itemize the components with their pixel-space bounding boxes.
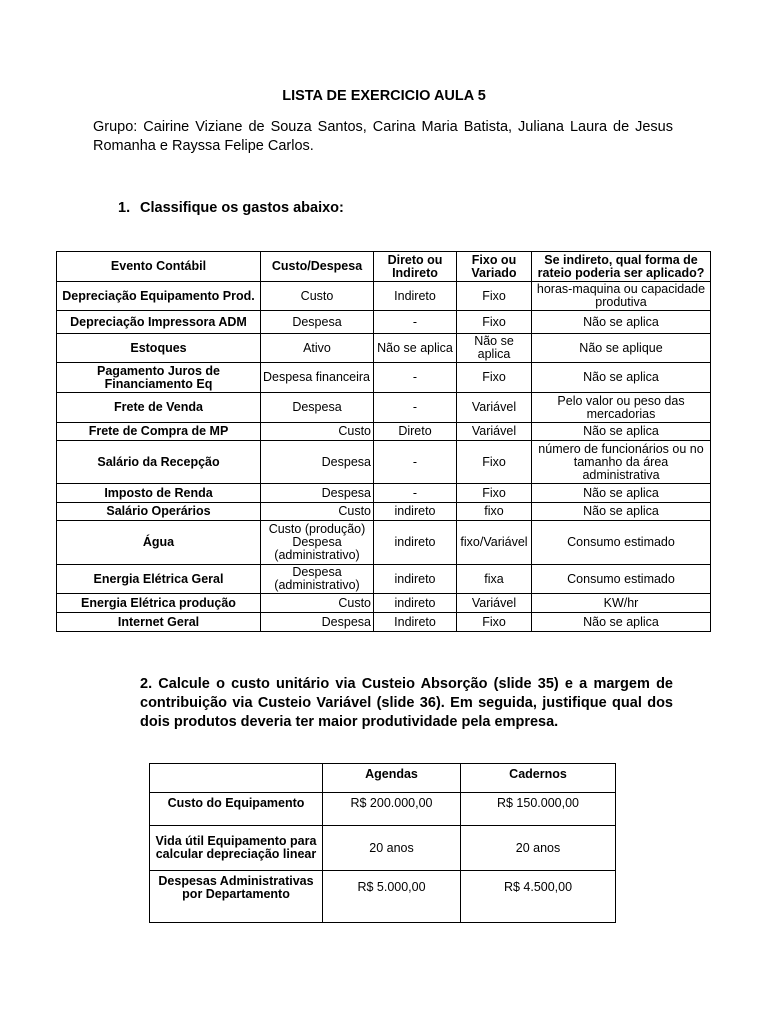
direct-cell: Indireto bbox=[374, 282, 457, 311]
agendas-value-cell: R$ 200.000,00 bbox=[323, 793, 461, 826]
direct-cell: - bbox=[374, 484, 457, 503]
cadernos-value-cell: R$ 4.500,00 bbox=[461, 871, 616, 923]
table1-header-fixed: Fixo ou Variado bbox=[457, 252, 532, 282]
fixed-cell: fixo/Variável bbox=[457, 521, 532, 565]
cadernos-value-cell: R$ 150.000,00 bbox=[461, 793, 616, 826]
direct-cell: indireto bbox=[374, 503, 457, 521]
cost-expense-cell: Custo bbox=[261, 282, 374, 311]
event-cell: Pagamento Juros de Financiamento Eq bbox=[57, 363, 261, 393]
event-cell: Internet Geral bbox=[57, 613, 261, 632]
direct-cell: Indireto bbox=[374, 613, 457, 632]
direct-cell: indireto bbox=[374, 594, 457, 613]
direct-cell: - bbox=[374, 441, 457, 484]
table-row bbox=[150, 793, 616, 826]
table-row bbox=[57, 521, 711, 565]
table-row bbox=[57, 613, 711, 632]
item-label-cell: Despesas Administrativas por Departamento bbox=[150, 871, 323, 923]
table2-header-empty bbox=[150, 764, 323, 793]
fixed-cell: Fixo bbox=[457, 613, 532, 632]
fixed-cell: Fixo bbox=[457, 363, 532, 393]
cost-expense-cell: Custo (produção) Despesa (administrativo) bbox=[261, 521, 374, 565]
cost-expense-cell: Despesa (administrativo) bbox=[261, 565, 374, 594]
allocation-cell: Não se aplica bbox=[532, 311, 711, 334]
event-cell: Frete de Compra de MP bbox=[57, 423, 261, 441]
direct-cell: indireto bbox=[374, 521, 457, 565]
table-row bbox=[57, 423, 711, 441]
event-cell: Salário Operários bbox=[57, 503, 261, 521]
fixed-cell: Fixo bbox=[457, 484, 532, 503]
table1-header-cost-expense: Custo/Despesa bbox=[261, 252, 374, 282]
question-1-number: 1. bbox=[118, 200, 131, 216]
question-1-text: Classifique os gastos abaixo: bbox=[140, 200, 344, 216]
fixed-cell: fixo bbox=[457, 503, 532, 521]
table-row bbox=[57, 484, 711, 503]
table1-header-row bbox=[57, 252, 711, 282]
table2-header-cadernos: Cadernos bbox=[461, 764, 616, 793]
allocation-cell: Não se aplica bbox=[532, 613, 711, 632]
table-row bbox=[150, 871, 616, 923]
allocation-cell: Pelo valor ou peso das mercadorias bbox=[532, 393, 711, 423]
fixed-cell: Não se aplica bbox=[457, 334, 532, 363]
direct-cell: indireto bbox=[374, 565, 457, 594]
cost-expense-cell: Custo bbox=[261, 503, 374, 521]
table2-header-row bbox=[150, 764, 616, 793]
cost-expense-cell: Despesa financeira bbox=[261, 363, 374, 393]
direct-cell: Não se aplica bbox=[374, 334, 457, 363]
question-2-text: 2. Calcule o custo unitário via Custeio Absorção (slide 35) e a margem de contribuição via Custeio Variável (slide 36). Em seguida, justifique qual dos dois produtos deveria ter maior produtividade pela empresa. bbox=[140, 676, 673, 730]
cost-expense-cell: Custo bbox=[261, 594, 374, 613]
direct-cell: - bbox=[374, 393, 457, 423]
event-cell: Energia Elétrica produção bbox=[57, 594, 261, 613]
event-cell: Energia Elétrica Geral bbox=[57, 565, 261, 594]
agendas-value-cell: 20 anos bbox=[323, 826, 461, 871]
table-row bbox=[57, 503, 711, 521]
item-label-cell: Vida útil Equipamento para calcular depreciação linear bbox=[150, 826, 323, 871]
event-cell: Salário da Recepção bbox=[57, 441, 261, 484]
cost-expense-cell: Despesa bbox=[261, 484, 374, 503]
fixed-cell: Variável bbox=[457, 594, 532, 613]
allocation-cell: Não se aplica bbox=[532, 484, 711, 503]
cost-expense-cell: Despesa bbox=[261, 311, 374, 334]
allocation-cell: horas-maquina ou capacidade produtiva bbox=[532, 282, 711, 311]
document-title: LISTA DE EXERCICIO AULA 5 bbox=[282, 88, 486, 104]
agendas-value-cell: R$ 5.000,00 bbox=[323, 871, 461, 923]
table-row bbox=[57, 282, 711, 311]
event-cell: Depreciação Equipamento Prod. bbox=[57, 282, 261, 311]
allocation-cell: Não se aplica bbox=[532, 363, 711, 393]
fixed-cell: Variável bbox=[457, 423, 532, 441]
allocation-cell: Não se aplica bbox=[532, 423, 711, 441]
fixed-cell: Fixo bbox=[457, 441, 532, 484]
question-1-heading bbox=[118, 200, 344, 216]
fixed-cell: Fixo bbox=[457, 282, 532, 311]
expense-classification-table bbox=[56, 251, 711, 632]
table-row bbox=[57, 334, 711, 363]
event-cell: Imposto de Renda bbox=[57, 484, 261, 503]
table1-header-event: Evento Contábil bbox=[57, 252, 261, 282]
table-row bbox=[57, 594, 711, 613]
table2-header-agendas: Agendas bbox=[323, 764, 461, 793]
fixed-cell: Fixo bbox=[457, 311, 532, 334]
allocation-cell: número de funcionários ou no tamanho da área administrativa bbox=[532, 441, 711, 484]
table-row bbox=[57, 311, 711, 334]
table1-header-direct: Direto ou Indireto bbox=[374, 252, 457, 282]
product-data-table bbox=[149, 763, 616, 923]
allocation-cell: KW/hr bbox=[532, 594, 711, 613]
direct-cell: - bbox=[374, 363, 457, 393]
cost-expense-cell: Despesa bbox=[261, 393, 374, 423]
allocation-cell: Consumo estimado bbox=[532, 521, 711, 565]
table1-header-allocation: Se indireto, qual forma de rateio poderia ser aplicado? bbox=[532, 252, 711, 282]
event-cell: Depreciação Impressora ADM bbox=[57, 311, 261, 334]
event-cell: Água bbox=[57, 521, 261, 565]
table-row bbox=[57, 393, 711, 423]
direct-cell: - bbox=[374, 311, 457, 334]
fixed-cell: Variável bbox=[457, 393, 532, 423]
table-row bbox=[57, 441, 711, 484]
event-cell: Frete de Venda bbox=[57, 393, 261, 423]
direct-cell: Direto bbox=[374, 423, 457, 441]
fixed-cell: fixa bbox=[457, 565, 532, 594]
cadernos-value-cell: 20 anos bbox=[461, 826, 616, 871]
cost-expense-cell: Despesa bbox=[261, 441, 374, 484]
group-members: Grupo: Cairine Viziane de Souza Santos, Carina Maria Batista, Juliana Laura de Jesus Romanha e Rayssa Felipe Carlos. bbox=[93, 119, 673, 154]
table-row bbox=[57, 363, 711, 393]
allocation-cell: Consumo estimado bbox=[532, 565, 711, 594]
cost-expense-cell: Custo bbox=[261, 423, 374, 441]
table-row bbox=[150, 826, 616, 871]
event-cell: Estoques bbox=[57, 334, 261, 363]
cost-expense-cell: Despesa bbox=[261, 613, 374, 632]
allocation-cell: Não se aplica bbox=[532, 503, 711, 521]
item-label-cell: Custo do Equipamento bbox=[150, 793, 323, 826]
allocation-cell: Não se aplique bbox=[532, 334, 711, 363]
cost-expense-cell: Ativo bbox=[261, 334, 374, 363]
table-row bbox=[57, 565, 711, 594]
